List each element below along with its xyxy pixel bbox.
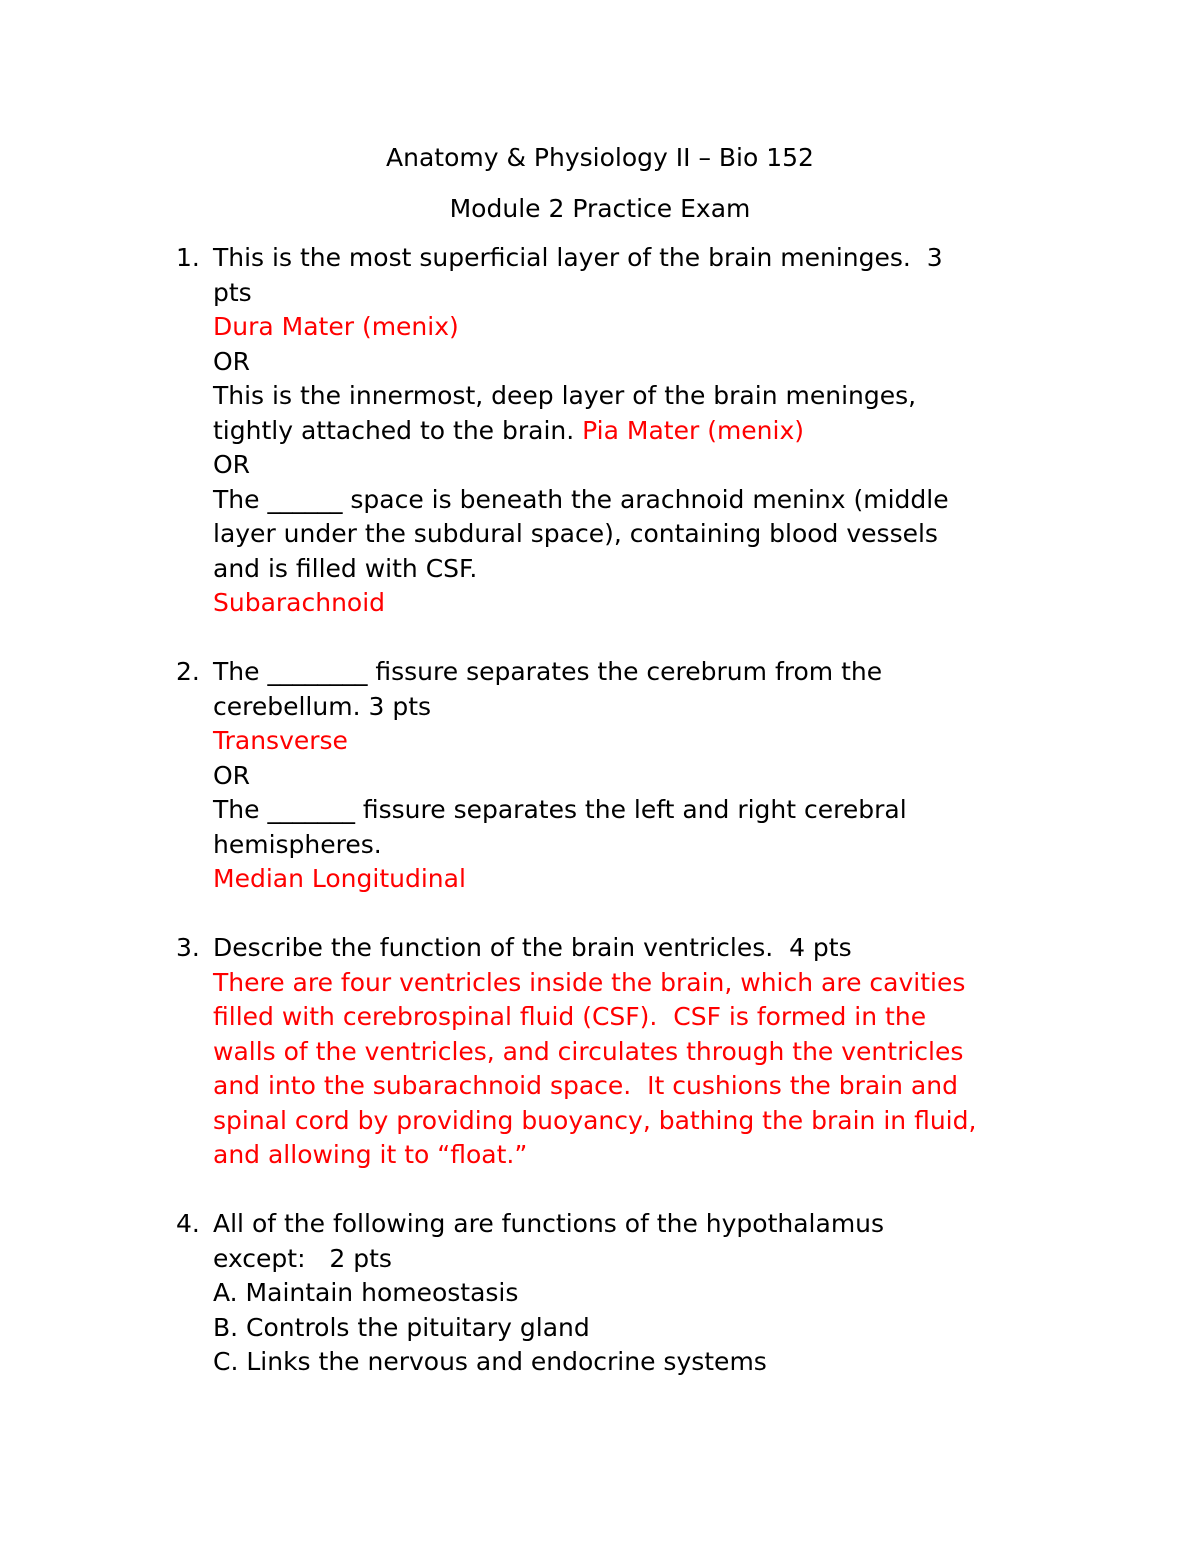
question-text: layer under the subdural space), containing blood vessels [213, 519, 938, 548]
choice-a: A. Maintain homeostasis [213, 1278, 519, 1307]
question-number: 1. [176, 243, 200, 272]
answer-text: Transverse [213, 726, 348, 755]
question-text: hemispheres. [213, 829, 382, 859]
answer-text: filled with cerebrospinal fluid (CSF). CSF is formed in the [213, 1002, 927, 1031]
question-number: 4. [176, 1209, 200, 1238]
or-separator: OR [213, 760, 251, 790]
question-text: except: 2 pts [213, 1243, 392, 1273]
answer-text: walls of the ventricles, and circulates through the ventricles [213, 1036, 964, 1066]
question-2 [176, 655, 1076, 897]
question-text: The _______ fissure separates the left and right cerebral [213, 795, 907, 824]
question-body [213, 241, 1076, 621]
question-text: pts [213, 277, 252, 307]
question-text: This is the most superficial layer of the brain meninges. 3 [213, 243, 943, 272]
question-4 [176, 1207, 1076, 1380]
document-title: Anatomy & Physiology II – Bio 152 [386, 143, 814, 172]
or-separator: OR [213, 450, 251, 479]
question-text: and is filled with CSF. [213, 553, 478, 583]
answer-text: and into the subarachnoid space. It cushions the brain and [213, 1071, 958, 1100]
choice-c: C. Links the nervous and endocrine systems [213, 1347, 767, 1376]
choice-b: B. Controls the pituitary gland [213, 1312, 590, 1342]
question-number: 3. [176, 933, 200, 962]
question-text: This is the innermost, deep layer of the brain meninges, [213, 381, 917, 410]
question-body [213, 1207, 1076, 1380]
question-3 [176, 931, 1076, 1173]
question-text: All of the following are functions of the hypothalamus [213, 1209, 885, 1238]
question-text: cerebellum. 3 pts [213, 691, 432, 721]
question-body [213, 931, 1076, 1173]
question-text: The ______ space is beneath the arachnoid meninx (middle [213, 484, 949, 514]
answer-text: Pia Mater (menix) [582, 415, 805, 445]
question-number: 2. [176, 657, 200, 686]
answer-text: Subarachnoid [213, 588, 386, 617]
answer-text: Dura Mater (menix) [213, 312, 459, 341]
answer-text: and allowing it to “float.” [213, 1140, 528, 1169]
answer-text: Median Longitudinal [213, 864, 466, 893]
question-body [213, 655, 1076, 897]
question-text: The ________ fissure separates the cerebrum from the [213, 657, 883, 686]
question-text: tightly attached to the brain. [213, 415, 583, 445]
answer-text: There are four ventricles inside the brain, which are cavities [213, 967, 966, 997]
question-1 [176, 241, 1076, 621]
document-subtitle: Module 2 Practice Exam [449, 194, 751, 223]
question-text: Describe the function of the brain ventricles. 4 pts [213, 933, 852, 962]
question-text-with-answer [213, 414, 1076, 449]
or-separator: OR [213, 346, 251, 376]
answer-text: spinal cord by providing buoyancy, bathing the brain in fluid, [213, 1105, 977, 1135]
